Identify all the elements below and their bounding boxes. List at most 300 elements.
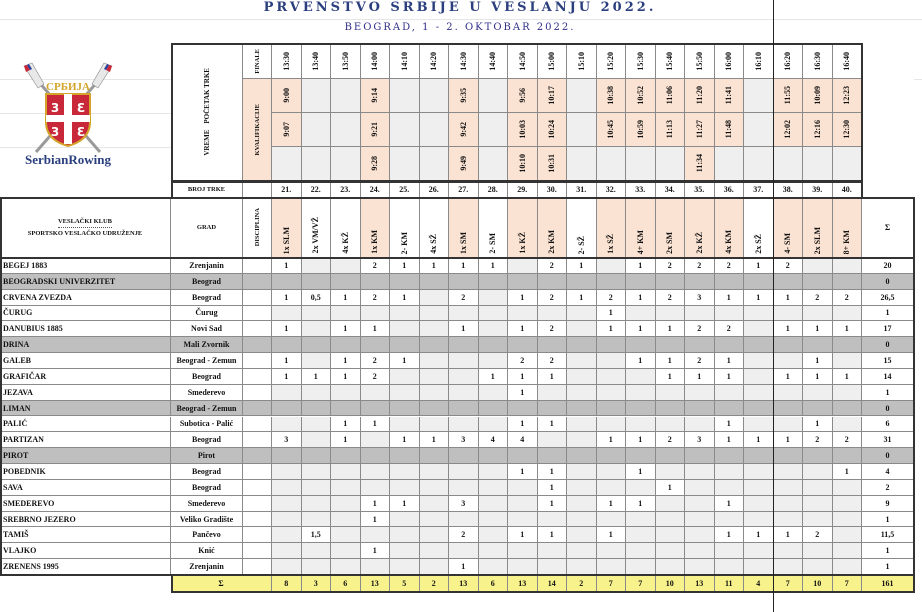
club-race-count: [803, 559, 833, 575]
club-race-count: [774, 353, 804, 369]
club-name: [0, 258, 171, 274]
club-race-count: [567, 369, 597, 385]
race-total-text: 13: [695, 578, 704, 588]
club-race-count: [272, 480, 302, 496]
race-discipline: [656, 198, 686, 258]
club-race-count: [744, 464, 774, 480]
club-race-count: [833, 385, 863, 401]
club-race-count: [272, 401, 302, 417]
club-race-count: [656, 448, 686, 464]
race-number: [272, 182, 302, 198]
club-race-count: [626, 290, 656, 306]
club-race-count: [597, 464, 627, 480]
club-race-count: [567, 401, 597, 417]
club-race-count: [449, 527, 479, 543]
club-race-count: [626, 385, 656, 401]
race-total-text: 5: [402, 578, 407, 588]
club-race-count: [833, 290, 863, 306]
club-race-count: [390, 496, 420, 512]
club-race-count-text: 1: [667, 356, 672, 366]
race-discipline: [331, 198, 361, 258]
club-race-count: [597, 401, 627, 417]
club-race-count: [449, 337, 479, 353]
race-number: [833, 182, 863, 198]
club-race-count: [420, 448, 450, 464]
club-race-count: [361, 527, 391, 543]
race-total-text: 8: [284, 578, 289, 588]
club-race-count: [420, 369, 450, 385]
club-race-count: [361, 353, 391, 369]
grad-header-text: GRAD: [196, 224, 217, 231]
heat-time: 10:59: [635, 120, 645, 139]
club-race-count: [390, 512, 420, 528]
club-race-count-text: 2: [608, 292, 613, 302]
club-race-count: [833, 274, 863, 290]
club-race-count-text: 1: [844, 324, 849, 334]
race-heat-time: [331, 147, 361, 181]
club-total: [862, 306, 914, 322]
race-discipline: [361, 198, 391, 258]
club-race-count: [538, 512, 568, 528]
broj-trke-label-text: BROJ TRKE: [187, 186, 226, 193]
club-race-count: [479, 337, 509, 353]
club-race-count: [656, 480, 686, 496]
heat-time: 10:10: [517, 154, 527, 173]
club-race-count: [508, 527, 538, 543]
club-race-count: [803, 448, 833, 464]
race-final-time: [626, 44, 656, 79]
club-race-count-text: 2: [844, 292, 849, 302]
club-total-text: 0: [885, 340, 890, 350]
heat-time: 11:13: [665, 120, 675, 139]
club-race-count: [774, 337, 804, 353]
club-race-count-text: 2: [549, 292, 554, 302]
race-total: [685, 575, 715, 592]
club-race-count: [774, 369, 804, 385]
club-city-text: Knić: [198, 546, 215, 556]
race-heat-time: [449, 113, 479, 147]
race-heat-time: [272, 147, 302, 181]
club-race-count: [479, 258, 509, 274]
club-race-count: [803, 432, 833, 448]
club-name: [0, 448, 171, 464]
club-race-count: [715, 559, 745, 575]
club-race-count-text: 4: [490, 435, 495, 445]
club-race-count: [508, 448, 538, 464]
race-final-time: [331, 44, 361, 79]
club-race-count: [449, 464, 479, 480]
club-race-count: [833, 480, 863, 496]
club-race-count: [685, 480, 715, 496]
club-race-count-text: 1: [638, 356, 643, 366]
club-name-text: GRAFIČAR: [3, 371, 47, 381]
club-city-text: Zrenjanin: [189, 260, 224, 270]
race-total: [331, 575, 361, 592]
club-race-count: [538, 480, 568, 496]
club-race-count: [626, 543, 656, 559]
club-name-text: GALEB: [3, 356, 32, 366]
club-race-count: [272, 527, 302, 543]
club-race-count: [656, 306, 686, 322]
club-name: [0, 321, 171, 337]
club-race-count: [420, 321, 450, 337]
race-heat-time: [656, 79, 686, 113]
club-race-count-text: 1: [726, 419, 731, 429]
disciplina-label: [243, 198, 272, 258]
club-race-count: [597, 353, 627, 369]
race-number: [331, 182, 361, 198]
race-heat-time: [449, 147, 479, 181]
heat-time: 9:49: [458, 156, 468, 171]
race-final-time: [538, 44, 568, 79]
club-race-count-text: 2: [549, 324, 554, 334]
club-name: [0, 464, 171, 480]
club-total-text: 0: [885, 451, 890, 461]
club-race-count: [272, 321, 302, 337]
club-race-count: [390, 417, 420, 433]
club-race-count: [774, 401, 804, 417]
club-name: [0, 496, 171, 512]
race-final-time: [302, 44, 332, 79]
club-race-count: [656, 353, 686, 369]
club-race-count: [449, 306, 479, 322]
race-heat-time: [685, 147, 715, 181]
club-race-count: [685, 432, 715, 448]
club-race-count: [626, 401, 656, 417]
club-race-count: [331, 321, 361, 337]
race-number-text: 28.: [487, 185, 498, 194]
club-total: [862, 321, 914, 337]
race-final-time: [420, 44, 450, 79]
club-city: [171, 512, 243, 528]
club-race-count: [302, 306, 332, 322]
club-name-text: SREBRNO JEZERO: [3, 514, 76, 524]
club-race-count-text: 1: [343, 292, 348, 302]
club-race-count-text: 1: [549, 530, 554, 540]
race-heat-time: [538, 79, 568, 113]
club-race-count-text: 1: [490, 260, 495, 270]
race-heat-time: [715, 79, 745, 113]
club-race-count: [302, 337, 332, 353]
discipline-text: 1x KŽ: [517, 232, 527, 254]
heat-time: 10:03: [517, 120, 527, 139]
club-race-count: [567, 512, 597, 528]
club-race-count: [744, 559, 774, 575]
club-race-count: [656, 258, 686, 274]
club-name-text: POBEDNIK: [3, 466, 46, 476]
race-number-text: 27.: [458, 185, 469, 194]
club-race-count: [479, 432, 509, 448]
finale-label-text: FINALE: [253, 48, 261, 74]
discipline-text: 2x KM: [547, 230, 557, 254]
race-total-text: 7: [608, 578, 613, 588]
club-race-count-text: 3: [697, 435, 702, 445]
club-race-count: [331, 559, 361, 575]
club-race-count: [302, 432, 332, 448]
club-total-text: 0: [885, 276, 890, 286]
heat-time: 10:17: [547, 86, 557, 105]
race-heat-time: [626, 147, 656, 181]
club-race-count: [715, 385, 745, 401]
race-heat-time: [361, 113, 391, 147]
race-total: [833, 575, 863, 592]
club-race-count: [626, 496, 656, 512]
club-city: [171, 417, 243, 433]
club-race-count: [479, 448, 509, 464]
club-race-count-text: 1: [520, 387, 525, 397]
race-heat-time: [567, 147, 597, 181]
club-total-text: 26,5: [880, 292, 895, 302]
club-race-count: [803, 385, 833, 401]
club-race-count: [390, 385, 420, 401]
club-race-count: [331, 274, 361, 290]
club-blank: [243, 385, 272, 401]
race-heat-time: [833, 113, 863, 147]
club-race-count: [833, 432, 863, 448]
club-race-count-text: 1: [638, 466, 643, 476]
discipline-text: 4- SM: [783, 233, 793, 254]
club-race-count-text: 1: [756, 530, 761, 540]
race-heat-time: [508, 113, 538, 147]
club-race-count: [361, 543, 391, 559]
club-race-count: [715, 290, 745, 306]
club-city: [171, 480, 243, 496]
club-race-count-text: 2: [520, 356, 525, 366]
club-race-count: [656, 274, 686, 290]
heat-time: 11:34: [694, 154, 704, 173]
heat-time: 10:38: [606, 86, 616, 105]
club-race-count: [774, 258, 804, 274]
heat-time: 10:31: [547, 154, 557, 173]
race-number-text: 26.: [428, 185, 439, 194]
club-race-count: [626, 321, 656, 337]
club-blank: [243, 559, 272, 575]
svg-text:SerbianRowing: SerbianRowing: [25, 152, 111, 167]
club-race-count: [272, 274, 302, 290]
club-race-count-text: 2: [667, 292, 672, 302]
club-race-count: [626, 369, 656, 385]
club-race-count: [390, 480, 420, 496]
race-final-time: [803, 44, 833, 79]
club-race-count: [449, 369, 479, 385]
club-race-count: [361, 480, 391, 496]
heat-time: 11:48: [724, 120, 734, 139]
club-name-text: PALIĆ: [3, 419, 28, 429]
club-race-count-text: 1: [520, 371, 525, 381]
race-heat-time: [302, 147, 332, 181]
club-race-count: [715, 432, 745, 448]
club-race-count-text: 3: [461, 435, 466, 445]
club-race-count: [390, 448, 420, 464]
race-total-text: 10: [665, 578, 674, 588]
club-race-count: [449, 258, 479, 274]
club-race-count: [508, 258, 538, 274]
club-race-count: [538, 353, 568, 369]
club-total: [862, 274, 914, 290]
race-number: [302, 182, 332, 198]
club-race-count: [302, 417, 332, 433]
club-race-count-text: 1: [579, 260, 584, 270]
club-race-count: [656, 559, 686, 575]
svg-text:СРБИЈА: СРБИЈА: [46, 81, 90, 93]
race-number-text: 25.: [399, 185, 410, 194]
club-race-count: [567, 527, 597, 543]
race-total: [420, 575, 450, 592]
club-race-count: [272, 337, 302, 353]
club-race-count: [567, 543, 597, 559]
club-race-count: [567, 290, 597, 306]
race-heat-time: [685, 113, 715, 147]
race-final-time: [774, 44, 804, 79]
club-race-count: [361, 369, 391, 385]
race-final-time: [361, 44, 391, 79]
club-race-count: [656, 385, 686, 401]
club-blank: [243, 527, 272, 543]
club-race-count: [656, 512, 686, 528]
final-time: 15:10: [576, 51, 586, 71]
club-race-count: [803, 290, 833, 306]
club-total-text: 14: [883, 371, 892, 381]
club-name: [0, 432, 171, 448]
club-race-count-text: 1: [284, 324, 289, 334]
club-race-count: [626, 512, 656, 528]
club-race-count: [361, 401, 391, 417]
race-total-text: 11: [724, 578, 733, 588]
club-name-text: JEZAVA: [3, 387, 33, 397]
club-race-count-text: 1: [756, 260, 761, 270]
club-race-count: [597, 385, 627, 401]
final-time: 15:20: [606, 51, 616, 71]
club-race-count-text: 1: [372, 514, 377, 524]
club-race-count-text: 1: [608, 324, 613, 334]
club-race-count: [597, 306, 627, 322]
club-name: [0, 543, 171, 559]
club-race-count-text: 2: [697, 356, 702, 366]
race-discipline: [508, 198, 538, 258]
club-race-count: [833, 448, 863, 464]
club-total: [862, 559, 914, 575]
club-race-count-text: 1: [549, 466, 554, 476]
club-race-count: [833, 417, 863, 433]
club-race-count: [685, 401, 715, 417]
club-race-count: [479, 290, 509, 306]
club-race-count: [302, 290, 332, 306]
club-race-count: [833, 512, 863, 528]
club-race-count: [715, 527, 745, 543]
club-race-count: [420, 290, 450, 306]
discipline-text: 2- SM: [488, 233, 498, 254]
club-race-count: [744, 353, 774, 369]
club-total-text: 17: [883, 324, 892, 334]
club-race-count: [449, 321, 479, 337]
race-heat-time: [331, 113, 361, 147]
club-race-count-text: 1: [638, 324, 643, 334]
club-city: [171, 306, 243, 322]
pocetak-trke-label: POČETAK TRKE: [202, 68, 211, 124]
club-race-count: [656, 290, 686, 306]
race-number-text: 23.: [340, 185, 351, 194]
club-race-count: [833, 369, 863, 385]
club-race-count: [420, 337, 450, 353]
race-heat-time: [302, 113, 332, 147]
club-city-text: Pančevo: [192, 530, 221, 540]
club-race-count: [272, 543, 302, 559]
club-race-count: [390, 321, 420, 337]
crossed-oars-shield-icon: [18, 60, 118, 170]
race-heat-time: [420, 113, 450, 147]
club-race-count: [833, 464, 863, 480]
club-race-count-text: 2: [815, 530, 820, 540]
club-race-count: [715, 306, 745, 322]
race-heat-time: [449, 79, 479, 113]
club-race-count: [272, 432, 302, 448]
udruzenje-label: SPORTSKO VESLAČKO UDRUŽENJE: [27, 230, 143, 237]
race-discipline: [803, 198, 833, 258]
club-race-count-text: 2: [667, 260, 672, 270]
club-header: [0, 198, 171, 258]
club-race-count: [685, 274, 715, 290]
club-race-count: [390, 401, 420, 417]
race-heat-time: [597, 79, 627, 113]
club-race-count: [390, 369, 420, 385]
club-race-count: [508, 369, 538, 385]
club-city: [171, 527, 243, 543]
club-total: [862, 480, 914, 496]
sum-header-text: Σ: [884, 223, 891, 232]
race-heat-time: [715, 147, 745, 181]
race-final-time: [567, 44, 597, 79]
race-number-text: 37.: [753, 185, 764, 194]
club-race-count: [538, 369, 568, 385]
club-race-count: [538, 496, 568, 512]
club-race-count: [685, 448, 715, 464]
club-race-count: [538, 306, 568, 322]
heat-time: 9:35: [458, 88, 468, 103]
club-total: [862, 543, 914, 559]
club-race-count-text: 1: [549, 419, 554, 429]
page-title: PRVENSTVO SRBIJE U VESLANJU 2022.: [263, 0, 657, 15]
club-race-count-text: 1: [726, 356, 731, 366]
club-race-count: [508, 432, 538, 448]
club-total: [862, 337, 914, 353]
club-blank: [243, 480, 272, 496]
race-total: [597, 575, 627, 592]
club-race-count: [420, 432, 450, 448]
club-race-count: [390, 290, 420, 306]
club-race-count: [420, 559, 450, 575]
club-race-count: [567, 448, 597, 464]
club-race-count: [685, 385, 715, 401]
club-race-count: [744, 258, 774, 274]
club-race-count: [479, 464, 509, 480]
race-number: [567, 182, 597, 198]
race-total: [449, 575, 479, 592]
club-race-count: [302, 512, 332, 528]
club-race-count: [420, 496, 450, 512]
race-total: [626, 575, 656, 592]
race-heat-time: [833, 79, 863, 113]
race-total-text: 7: [638, 578, 643, 588]
heat-time: 9:42: [458, 122, 468, 137]
club-race-count-text: 1: [815, 324, 820, 334]
club-race-count-text: 1: [785, 371, 790, 381]
club-race-count: [626, 258, 656, 274]
club-race-count: [361, 448, 391, 464]
heat-time: 12:16: [812, 120, 822, 139]
club-race-count: [331, 258, 361, 274]
totals-label-text: Σ: [218, 578, 224, 588]
discipline-text: 1x SLM: [281, 226, 291, 254]
